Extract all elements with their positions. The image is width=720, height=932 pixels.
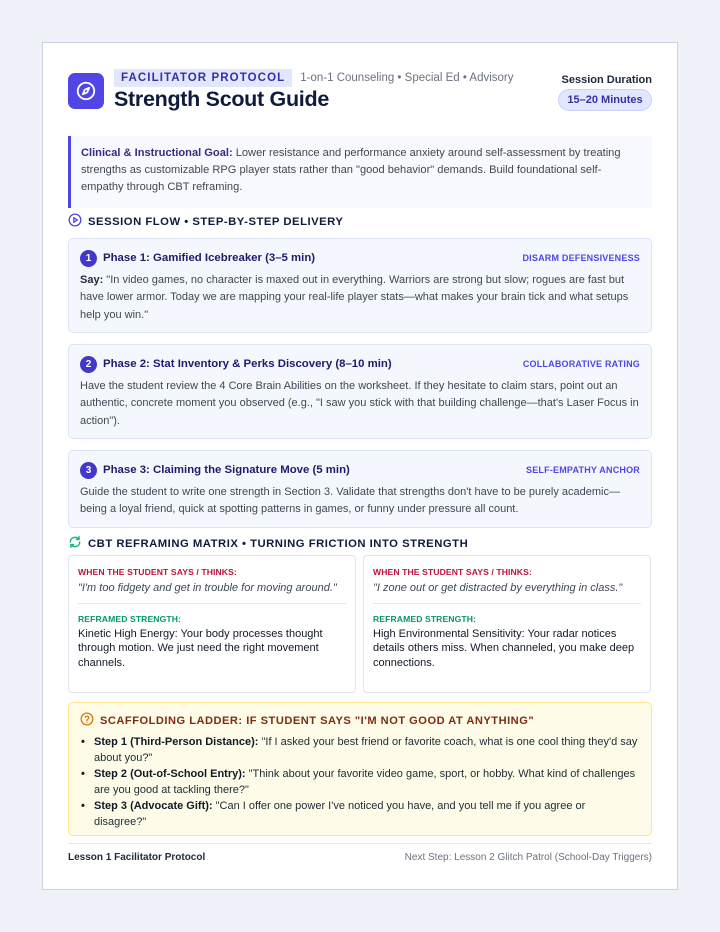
header [68, 73, 652, 127]
phase-body [80, 272, 640, 324]
reframe-card [363, 555, 651, 693]
student-says-label: WHEN THE STUDENT SAYS / THINKS: [373, 567, 532, 577]
phase-title: Phase 1: Gamified Icebreaker (3–5 min) [103, 252, 316, 264]
goal-label: Clinical & Instructional Goal: [81, 147, 233, 159]
footer-lesson: Lesson 1 Facilitator Protocol [68, 852, 206, 863]
student-says-label: WHEN THE STUDENT SAYS / THINKS: [78, 567, 237, 577]
goal-text: Lower resistance and performance anxiety around self-assessment by treating strengths as customizable RPG player stats rather than "good behavior" demands. Build foundational self-empathy through CBT reframing. [81, 147, 621, 193]
step-text: "Think about your favorite video game, sport, or hobby. What kind of challenges are you good at tackling there?" [94, 768, 636, 796]
step-text: "If I asked your best friend or favorite coach, what is one cool thing they'd say about you?" [94, 736, 638, 764]
duration-badge: 15–20 Minutes [558, 89, 652, 111]
compass-icon [68, 73, 104, 109]
student-quote: "I'm too fidgety and get in trouble for moving around." [78, 581, 346, 604]
footer-next-step: Next Step: Lesson 2 Glitch Patrol (School-Day Triggers) [404, 852, 652, 863]
reframed-label: REFRAMED STRENGTH: [373, 613, 477, 624]
help-circle-icon [80, 712, 94, 729]
header-tag-row [114, 69, 514, 87]
phase-body: Have the student review the 4 Core Brain Abilities on the worksheet. If they hesitate to claim stars, point out an authentic, concrete moment you observed (e.g., "I saw you stick with that building challenge—that's Laser Focus in action"). [80, 380, 639, 427]
ladder-heading [80, 712, 640, 729]
page-title: Strength Scout Guide [114, 87, 329, 111]
phase-tag: SELF-EMPATHY ANCHOR [526, 465, 640, 475]
page-footer [68, 843, 652, 871]
phase-card [68, 238, 652, 333]
phase-script: "In video games, no character is maxed out in everything. Warriors are strong but slow; rogues are fast but have lower armor. Today we are mapping your real-life player stats—what makes your brain tick and what setups help you win." [80, 274, 629, 321]
phase-title: Phase 2: Stat Inventory & Perks Discovery (8–10 min) [103, 358, 392, 370]
goal-callout [68, 136, 652, 208]
phase-card [68, 344, 652, 439]
ladder-title: SCAFFOLDING LADDER: IF STUDENT SAYS "I'M NOT GOOD AT ANYTHING" [100, 714, 535, 727]
ladder-steps [80, 735, 640, 831]
reframe-card [68, 555, 356, 693]
reframing-title: CBT REFRAMING MATRIX • TURNING FRICTION INTO STRENGTH [88, 537, 469, 550]
phase-tag: DISARM DEFENSIVENESS [522, 253, 640, 263]
phase-number: 3 [80, 462, 97, 479]
refresh-icon [68, 535, 82, 552]
reframing-heading [68, 535, 468, 552]
phase-tag: COLLABORATIVE RATING [522, 359, 640, 369]
session-flow-heading [68, 213, 343, 230]
ladder-step [80, 799, 640, 830]
reframed-strength: Kinetic High Energy: Your body processes thought through motion. We just need the right movement channels. [78, 627, 323, 669]
phase-title: Phase 3: Claiming the Signature Move (5 min) [103, 464, 350, 476]
say-label: Say: [80, 274, 104, 286]
phase-card [68, 450, 652, 528]
step-label: Step 2 (Out-of-School Entry): [94, 768, 246, 781]
phase-number: 2 [80, 356, 97, 373]
protocol-page [42, 42, 678, 890]
play-circle-icon [68, 213, 82, 230]
step-text: "Can I offer one power I've noticed you have, and you tell me if you agree or disagree?" [94, 800, 586, 828]
duration-label: Session Duration [561, 74, 652, 86]
step-label: Step 3 (Advocate Gift): [94, 800, 213, 813]
reframed-label: REFRAMED STRENGTH: [78, 613, 182, 624]
reframed-strength: High Environmental Sensitivity: Your radar notices details others miss. When channeled, you make deep connections. [373, 627, 635, 669]
phase-body: Guide the student to write one strength in Section 3. Validate that strengths don't have to be purely academic—being a loyal friend, quick at spotting patterns in games, or funny under pressure all count. [80, 486, 620, 516]
student-quote: "I zone out or get distracted by everything in class." [373, 581, 641, 604]
scaffolding-ladder [68, 702, 652, 836]
ladder-step [80, 735, 640, 766]
step-label: Step 1 (Third-Person Distance): [94, 736, 259, 748]
audience-meta: 1-on-1 Counseling • Special Ed • Advisory [300, 72, 514, 84]
ladder-step [80, 767, 640, 798]
session-flow-title: SESSION FLOW • STEP-BY-STEP DELIVERY [88, 215, 344, 228]
protocol-tag: FACILITATOR PROTOCOL [114, 69, 292, 87]
phase-number: 1 [80, 250, 97, 267]
